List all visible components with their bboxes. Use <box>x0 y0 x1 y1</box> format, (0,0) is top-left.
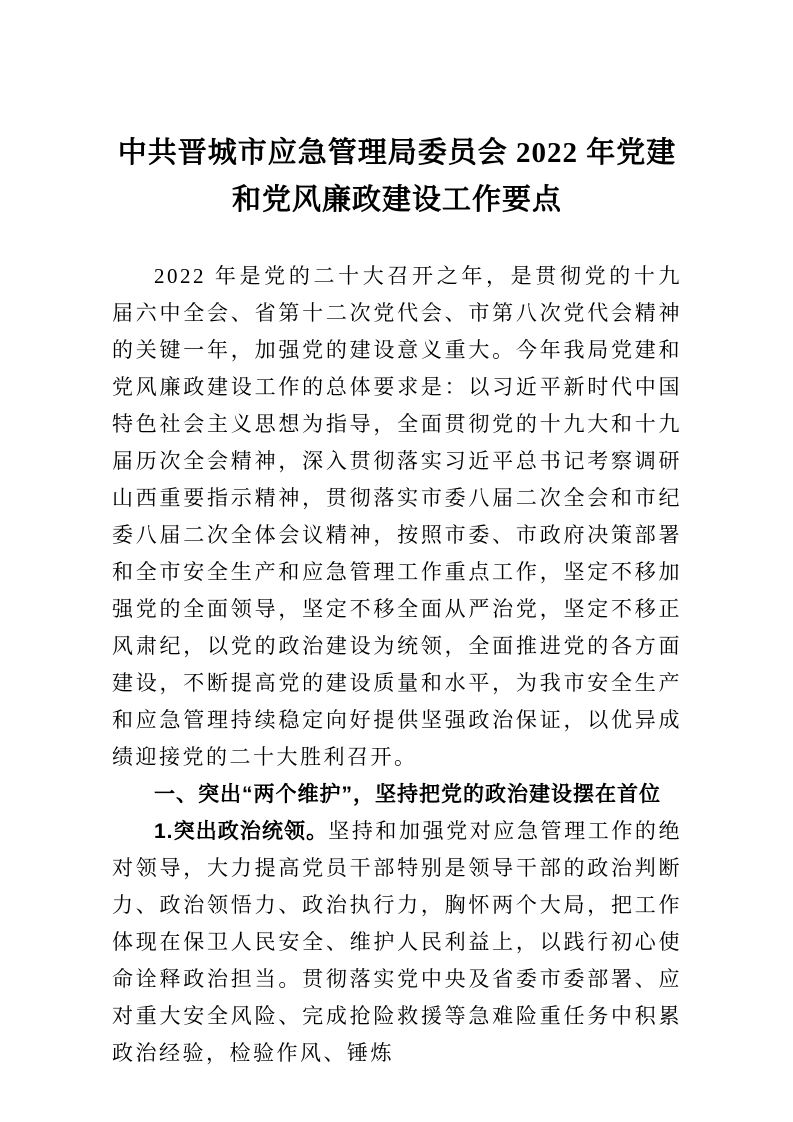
document-title <box>112 130 682 224</box>
document-title-line-1: 中共晋城市应急管理局委员会 2022 年党建 <box>117 137 677 169</box>
section-1-item-1-paragraph <box>112 813 682 1072</box>
document-content <box>112 130 682 1072</box>
section-1-heading: 一、突出“两个维护”，坚持把党的政治建设摆在首位 <box>154 783 661 806</box>
document-title-line-2: 和党风廉政建设工作要点 <box>231 184 562 216</box>
section-1-item-1-text: 坚持和加强党对应急管理工作的绝对领导，大力提高党员干部特别是领导干部的政治判断力、政治领悟力、政治执行力，胸怀两个大局，把工作体现在保卫人民安全、维护人民利益上，以践行初心使命诠释政治担当。贯彻落实党中央及省委市委部署、应对重大安全风险、完成抢险救援等急难险重任务中积累政治经验，检验作风、锤炼 <box>112 819 683 1065</box>
section-1-item-1-lead: 1.突出政治统领。 <box>154 820 329 843</box>
intro-paragraph: 2022 年是党的二十大召开之年，是贯彻党的十九届六中全会、省第十二次党代会、市第八次党代会精神的关键一年，加强党的建设意义重大。今年我局党建和党风廉政建设工作的总体要求是：以习近平新时代中国特色社会主义思想为指导，全面贯彻党的十九大和十九届历次全会精神，深入贯彻落实习近平总书记考察调研山西重要指示精神，贯彻落实市委八届二次全会和市纪委八届二次全体会议精神，按照市委、市政府决策部署和全市安全生产和应急管理工作重点工作，坚定不移加强党的全面领导，坚定不移全面从严治党，坚定不移正风肃纪，以党的政治建设为统领，全面推进党的各方面建设，不断提高党的建设质量和水平，为我市安全生产和应急管理持续稳定向好提供坚强政治保证，以优异成绩迎接党的二十大胜利召开。 <box>112 264 682 769</box>
